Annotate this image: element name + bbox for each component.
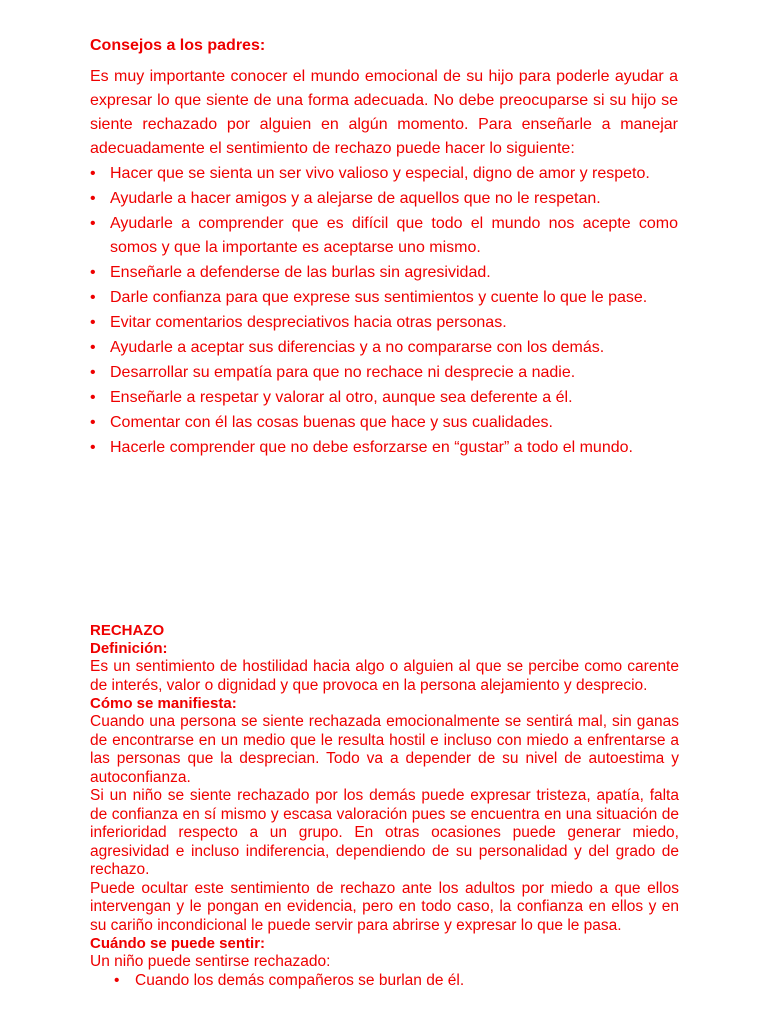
list-item: • Ayudarle a aceptar sus diferencias y a no compararse con los demás.	[90, 336, 678, 360]
consejos-title: Consejos a los padres:	[90, 37, 266, 54]
bullet-icon: •	[90, 215, 96, 232]
bullet-icon: •	[90, 165, 96, 182]
bullet-icon: •	[90, 339, 96, 356]
list-item: • Ayudarle a comprender que es difícil que todo el mundo nos acepte como somos y que la importante es aceptarse uno mismo.	[90, 212, 678, 260]
cuando-heading: Cuándo se puede sentir:	[90, 935, 266, 952]
definicion-text: Es un sentimiento de hostilidad hacia algo o alguien al que se percibe como carente de interés, valor o dignidad y que provoca en la persona alejamiento y desprecio.	[90, 658, 679, 694]
bullet-icon: •	[90, 190, 96, 207]
bullet-icon: •	[90, 314, 96, 331]
consejos-list	[90, 162, 678, 460]
list-item: • Darle confianza para que exprese sus sentimientos y cuente lo que le pase.	[90, 286, 678, 310]
bullet-icon: •	[90, 364, 96, 381]
bullet-icon: •	[114, 971, 120, 989]
definicion-heading: Definición:	[90, 640, 168, 657]
manifiesta-paragraph-2: Si un niño se siente rechazado por los demás puede expresar tristeza, apatía, falta de confianza en sí mismo y escasa valoración pues se encuentra en una situación de inferioridad respecto a un grupo. En otras ocasiones puede generar miedo, agresividad e incluso indiferencia, dependiendo de su personalidad y del grado de rechazo.	[90, 787, 679, 878]
list-item: • Enseñarle a defenderse de las burlas sin agresividad.	[90, 261, 678, 285]
cuando-intro: Un niño puede sentirse rechazado:	[90, 953, 331, 970]
manifiesta-heading: Cómo se manifiesta:	[90, 695, 237, 712]
bullet-icon: •	[90, 264, 96, 281]
list-item: • Hacerle comprender que no debe esforzarse en “gustar” a todo el mundo.	[90, 436, 678, 460]
cuando-list	[90, 972, 679, 991]
list-item: • Comentar con él las cosas buenas que hace y sus cualidades.	[90, 411, 678, 435]
consejos-intro: Es muy importante conocer el mundo emocional de su hijo para poderle ayudar a expresar lo que siente de una forma adecuada. No debe preocuparse si su hijo se siente rechazado por alguien en algún momento. Para enseñarle a manejar adecuadamente el sentimiento de rechazo puede hacer lo siguiente:	[90, 68, 678, 157]
list-item: • Evitar comentarios despreciativos hacia otras personas.	[90, 311, 678, 335]
list-item: • Ayudarle a hacer amigos y a alejarse de aquellos que no le respetan.	[90, 187, 678, 211]
list-item: • Hacer que se sienta un ser vivo valioso y especial, digno de amor y respeto.	[90, 162, 678, 186]
bullet-icon: •	[90, 389, 96, 406]
rechazo-section	[90, 622, 679, 990]
consejos-section	[90, 34, 678, 460]
manifiesta-paragraph-3: Puede ocultar este sentimiento de rechazo ante los adultos por miedo a que ellos intervengan y le pongan en evidencia, pero en todo caso, la confianza en ellos y en su cariño incondicional le puede servir para abrirse y expresar lo que le pasa.	[90, 879, 679, 934]
list-item: • Desarrollar su empatía para que no rechace ni desprecie a nadie.	[90, 361, 678, 385]
list-item: • Cuando los demás compañeros se burlan de él.	[114, 971, 465, 989]
bullet-icon: •	[90, 439, 96, 456]
bullet-icon: •	[90, 289, 96, 306]
bullet-icon: •	[90, 414, 96, 431]
manifiesta-paragraph-1: Cuando una persona se siente rechazada emocionalmente se sentirá mal, sin ganas de encontrarse en un medio que le resulta hostil e incluso con miedo a enfrentarse a las personas que la desprecian. Todo va a depender de su nivel de autoestima y autoconfianza.	[90, 713, 679, 786]
rechazo-title: RECHAZO	[90, 622, 165, 639]
list-item: • Enseñarle a respetar y valorar al otro, aunque sea deferente a él.	[90, 386, 678, 410]
